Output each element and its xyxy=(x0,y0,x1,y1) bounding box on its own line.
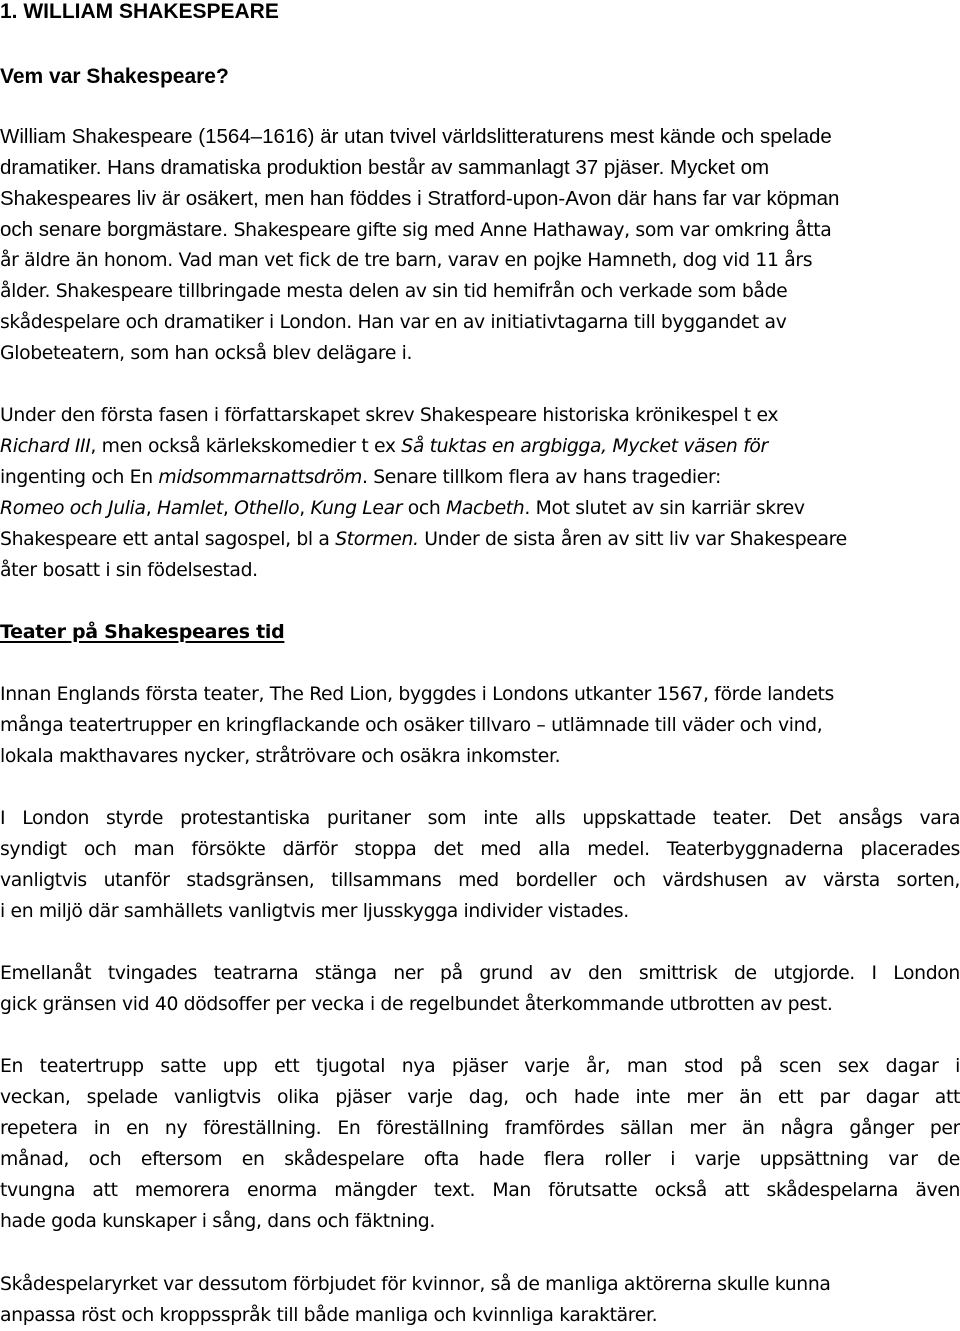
text-line: många teatertrupper en kringflackande och osäker tillvaro – utlämnade till väder och vind, xyxy=(0,715,823,736)
document-title: 1. WILLIAM SHAKESPEARE xyxy=(0,0,279,23)
text-line: lokala makthavares nycker, stråtrövare och osäkra inkomster. xyxy=(0,746,561,767)
text-line: repetera in en ny föreställning. En föreställning framfördes sällan mer än några gånger per xyxy=(0,1118,960,1139)
play-title: Så tuktas en argbigga, Mycket väsen för xyxy=(401,436,768,457)
play-title: Hamlet xyxy=(156,498,223,519)
text-segment: ingenting xyxy=(0,467,86,488)
section-heading: Teater på Shakespeares tid xyxy=(0,621,285,643)
paragraph-plague xyxy=(0,958,960,1020)
text-line: skådespelare och dramatiker i London. Han var en av initiativtagarna till byggandet av xyxy=(0,312,787,333)
text-segment: och xyxy=(402,498,447,519)
text-segment: Shakespeare ett antal sagospel, bl a xyxy=(0,529,336,550)
play-title: Kung Lear xyxy=(310,498,403,519)
text-segment: . Senare tillkom flera av hans tragedier: xyxy=(361,467,721,488)
play-title: Othello xyxy=(234,498,300,519)
text-segment: Shakespeare gifte sig med Anne Hathaway, som var omkring åtta xyxy=(233,220,832,241)
section-subtitle: Vem var Shakespeare? xyxy=(0,65,229,88)
text-line: veckan, spelade vanligtvis olika pjäser varje dag, och hade inte mer än ett par dagar att xyxy=(0,1087,960,1108)
text-line: ålder. Shakespeare tillbringade mesta delen av sin tid hemifrån och verkade som både xyxy=(0,281,788,302)
text-line: En teatertrupp satte upp ett tjugotal nya pjäser varje år, man stod på scen sex dagar i xyxy=(0,1056,960,1077)
paragraph-troupe xyxy=(0,1051,960,1237)
text-segment: , xyxy=(222,498,235,519)
paragraph-biography xyxy=(0,121,960,369)
play-title: midsommarnattsdröm xyxy=(158,467,362,488)
text-segment: och En xyxy=(85,467,159,488)
text-line: I London styrde protestantiska puritaner som inte alls uppskattade teater. Det ansågs vara xyxy=(0,808,960,829)
text-line: hade goda kunskaper i sång, dans och fäktning. xyxy=(0,1211,435,1232)
text-line: Emellanåt tvingades teatrarna stänga ner på grund av den smittrisk de utgjorde. I London xyxy=(0,963,960,984)
text-segment: , xyxy=(145,498,157,519)
text-line: anpassa röst och kroppsspråk till både manliga och kvinnliga karaktärer. xyxy=(0,1305,658,1326)
text-line: månad, och eftersom en skådespelare ofta hade flera roller i varje uppsättning var de xyxy=(0,1149,960,1170)
text-line: dramatiker. Hans dramatiska produktion består av sammanlagt 37 pjäser. Mycket om xyxy=(0,156,770,179)
text-line: vanligtvis utanför stadsgränsen, tillsammans med bordeller och värdshusen av värsta sorten, xyxy=(0,870,960,891)
text-segment: och senare borgmästare. xyxy=(0,218,228,241)
text-line: tvungna att memorera enorma mängder text. Man förutsatte också att skådespelarna även xyxy=(0,1180,960,1201)
text-line: Innan Englands första teater, The Red Lion, byggdes i Londons utkanter 1567, förde landets xyxy=(0,684,834,705)
text-line xyxy=(0,493,960,524)
text-line: år äldre än honom. Vad man vet fick de tre barn, varav en pojke Hamneth, dog vid 11 års xyxy=(0,250,813,271)
play-title: Richard III xyxy=(0,436,91,457)
play-title: Macbeth xyxy=(446,498,525,519)
text-line: Shakespeares liv är osäkert, men han föddes i Stratford-upon-Avon där hans far var köpman xyxy=(0,187,840,210)
text-line: Globeteatern, som han också blev delägare i. xyxy=(0,343,413,364)
text-segment: , men också kärlekskomedier t ex xyxy=(90,436,402,457)
text-line: Under den första fasen i författarskapet skrev Shakespeare historiska krönikespel t ex xyxy=(0,405,779,426)
text-segment: . Mot slutet av sin karriär skrev xyxy=(524,498,805,519)
play-title: Romeo och Julia xyxy=(0,498,146,519)
text-segment: Under de sista åren av sitt liv var Shakespeare xyxy=(418,529,847,550)
play-title: Stormen. xyxy=(335,529,419,550)
text-line xyxy=(0,524,960,555)
paragraph-actors xyxy=(0,1269,960,1331)
text-line xyxy=(0,431,960,462)
text-line xyxy=(0,462,960,493)
text-line: syndigt och man försökte därför stoppa det med alla medel. Teaterbyggnaderna placerades xyxy=(0,839,960,860)
text-line: i en miljö där samhällets vanligtvis mer ljusskygga individer vistades. xyxy=(0,901,629,922)
text-segment: , xyxy=(299,498,311,519)
text-line: Skådespelaryrket var dessutom förbjudet för kvinnor, så de manliga aktörerna skulle kunna xyxy=(0,1274,831,1295)
paragraph-works xyxy=(0,400,960,586)
paragraph-red-lion xyxy=(0,679,960,772)
text-line xyxy=(0,214,960,245)
text-line: gick gränsen vid 40 dödsoffer per vecka i de regelbundet återkommande utbrotten av pest. xyxy=(0,994,833,1015)
text-line: William Shakespeare (1564–1616) är utan tvivel världslitteraturens mest kände och spelade xyxy=(0,125,832,148)
paragraph-puritans xyxy=(0,803,960,927)
text-line: åter bosatt i sin födelsestad. xyxy=(0,560,258,581)
